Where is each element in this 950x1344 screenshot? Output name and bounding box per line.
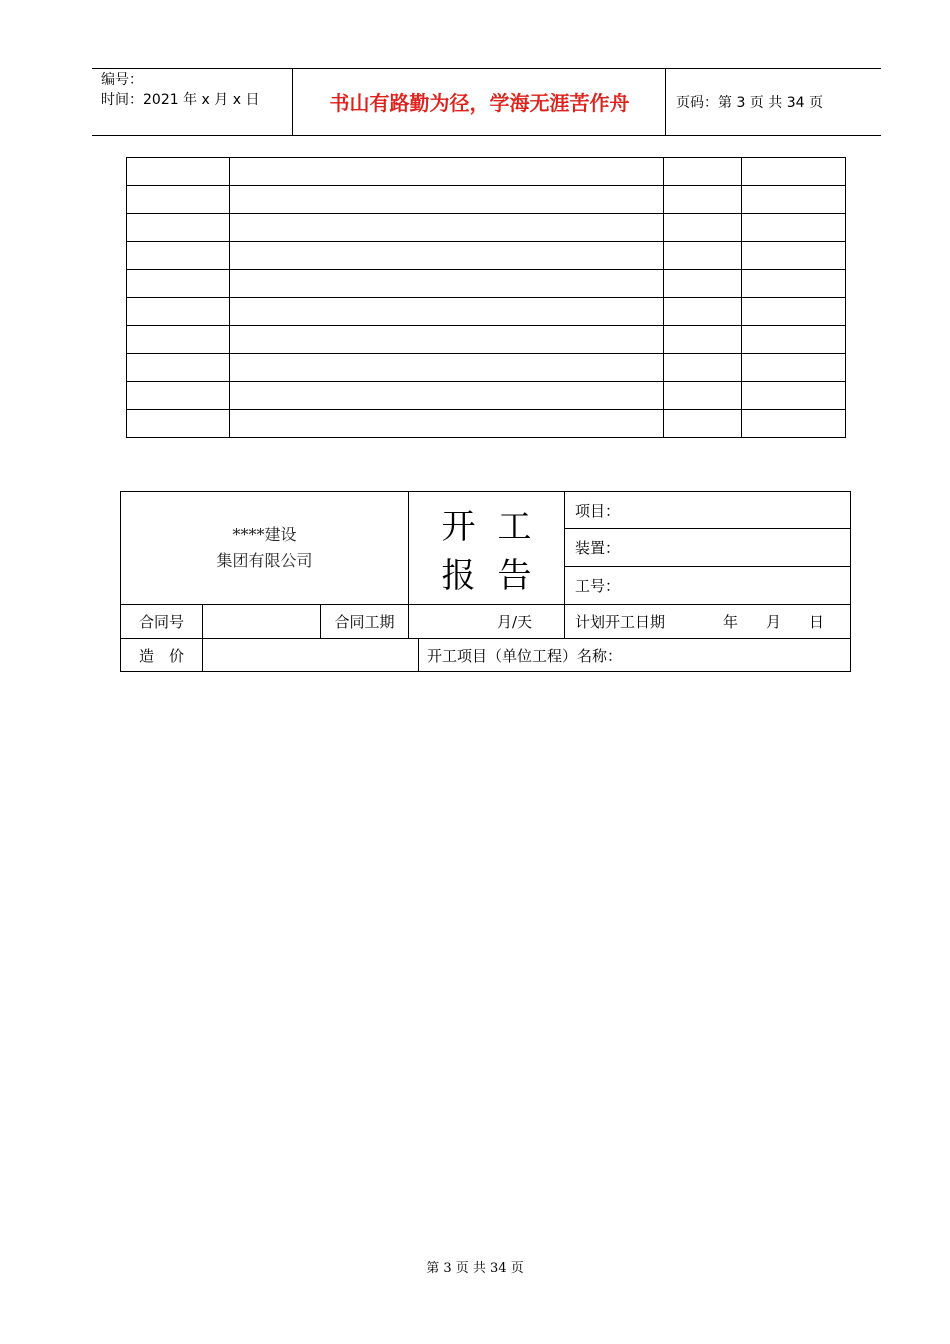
- device-field: 装置：: [565, 529, 851, 567]
- company-name-line: ****建设: [232, 525, 297, 544]
- table-cell: [742, 186, 846, 214]
- report-title: 开工报告: [409, 492, 565, 605]
- table-cell: [230, 354, 664, 382]
- table-cell: [230, 298, 664, 326]
- table-cell: [742, 326, 846, 354]
- table-cell: [742, 298, 846, 326]
- table-cell: [127, 298, 230, 326]
- header-motto: 书山有路勤为径，学海无涯苦作舟: [329, 91, 630, 115]
- page-footer: 第 3 页 共 34 页: [426, 1261, 524, 1276]
- table-cell: [664, 326, 742, 354]
- project-field: 项目：: [565, 492, 851, 529]
- table-row: [127, 298, 846, 326]
- table-cell: [127, 410, 230, 438]
- table-cell: [127, 242, 230, 270]
- planned-start-date-cell[interactable]: [565, 605, 851, 639]
- table-row: [127, 242, 846, 270]
- table-cell: [664, 410, 742, 438]
- table-cell: [664, 158, 742, 186]
- table-cell: [230, 214, 664, 242]
- table-cell: [230, 326, 664, 354]
- table-cell: [230, 270, 664, 298]
- table-cell: [742, 214, 846, 242]
- contract-number-value[interactable]: [203, 605, 321, 639]
- contract-number-label: 合同号: [121, 605, 203, 639]
- table-row: [127, 410, 846, 438]
- month-day-unit: 月/天: [496, 613, 532, 631]
- table-cell: [127, 158, 230, 186]
- table-row: [127, 214, 846, 242]
- table-cell: [127, 326, 230, 354]
- table-cell: [664, 242, 742, 270]
- table-cell: [664, 270, 742, 298]
- table-cell: [742, 270, 846, 298]
- table-cell: [664, 298, 742, 326]
- document-number-label: 编号：: [101, 72, 143, 88]
- table-row: [127, 186, 846, 214]
- form-row: [121, 639, 851, 672]
- table-row: [127, 354, 846, 382]
- company-name-cell: [121, 492, 409, 605]
- header-top-rule: [92, 68, 881, 69]
- table-cell: [742, 410, 846, 438]
- form-row: [121, 492, 851, 529]
- table-cell: [664, 382, 742, 410]
- table-cell: [230, 186, 664, 214]
- table-cell: [664, 214, 742, 242]
- cost-value[interactable]: [203, 639, 419, 672]
- cost-label: 造 价: [121, 639, 203, 672]
- header-page-info: 页码：第 3 页 共 34 页: [676, 95, 823, 111]
- document-time: 时间：2021 年 x 月 x 日: [101, 92, 260, 108]
- contract-period-label: 合同工期: [321, 605, 409, 639]
- table-cell: [742, 354, 846, 382]
- table-cell: [664, 186, 742, 214]
- table-cell: [127, 354, 230, 382]
- header-bottom-rule: [92, 135, 881, 136]
- table-cell: [742, 382, 846, 410]
- table-cell: [230, 382, 664, 410]
- table-cell: [742, 158, 846, 186]
- start-item-name-field[interactable]: 开工项目（单位工程）名称：: [419, 639, 851, 672]
- table-cell: [230, 242, 664, 270]
- table-cell: [664, 354, 742, 382]
- table-cell: [127, 186, 230, 214]
- table-row: [127, 270, 846, 298]
- blank-grid-table: [126, 157, 846, 438]
- job-number-field: 工号：: [565, 567, 851, 605]
- table-row: [127, 326, 846, 354]
- table-cell: [230, 158, 664, 186]
- company-name-line: 集团有限公司: [216, 551, 313, 570]
- table-row: [127, 382, 846, 410]
- planned-start-label: 计划开工日期: [575, 613, 666, 631]
- table-row: [127, 158, 846, 186]
- header-meta: [101, 70, 259, 110]
- table-cell: [127, 270, 230, 298]
- table-cell: [230, 410, 664, 438]
- contract-period-value[interactable]: [409, 605, 565, 639]
- day-unit: 日: [809, 613, 825, 631]
- start-report-form: [120, 491, 851, 672]
- form-row: [121, 605, 851, 639]
- year-unit: 年: [723, 613, 739, 631]
- month-unit: 月: [766, 613, 782, 631]
- table-cell: [742, 242, 846, 270]
- table-cell: [127, 382, 230, 410]
- table-cell: [127, 214, 230, 242]
